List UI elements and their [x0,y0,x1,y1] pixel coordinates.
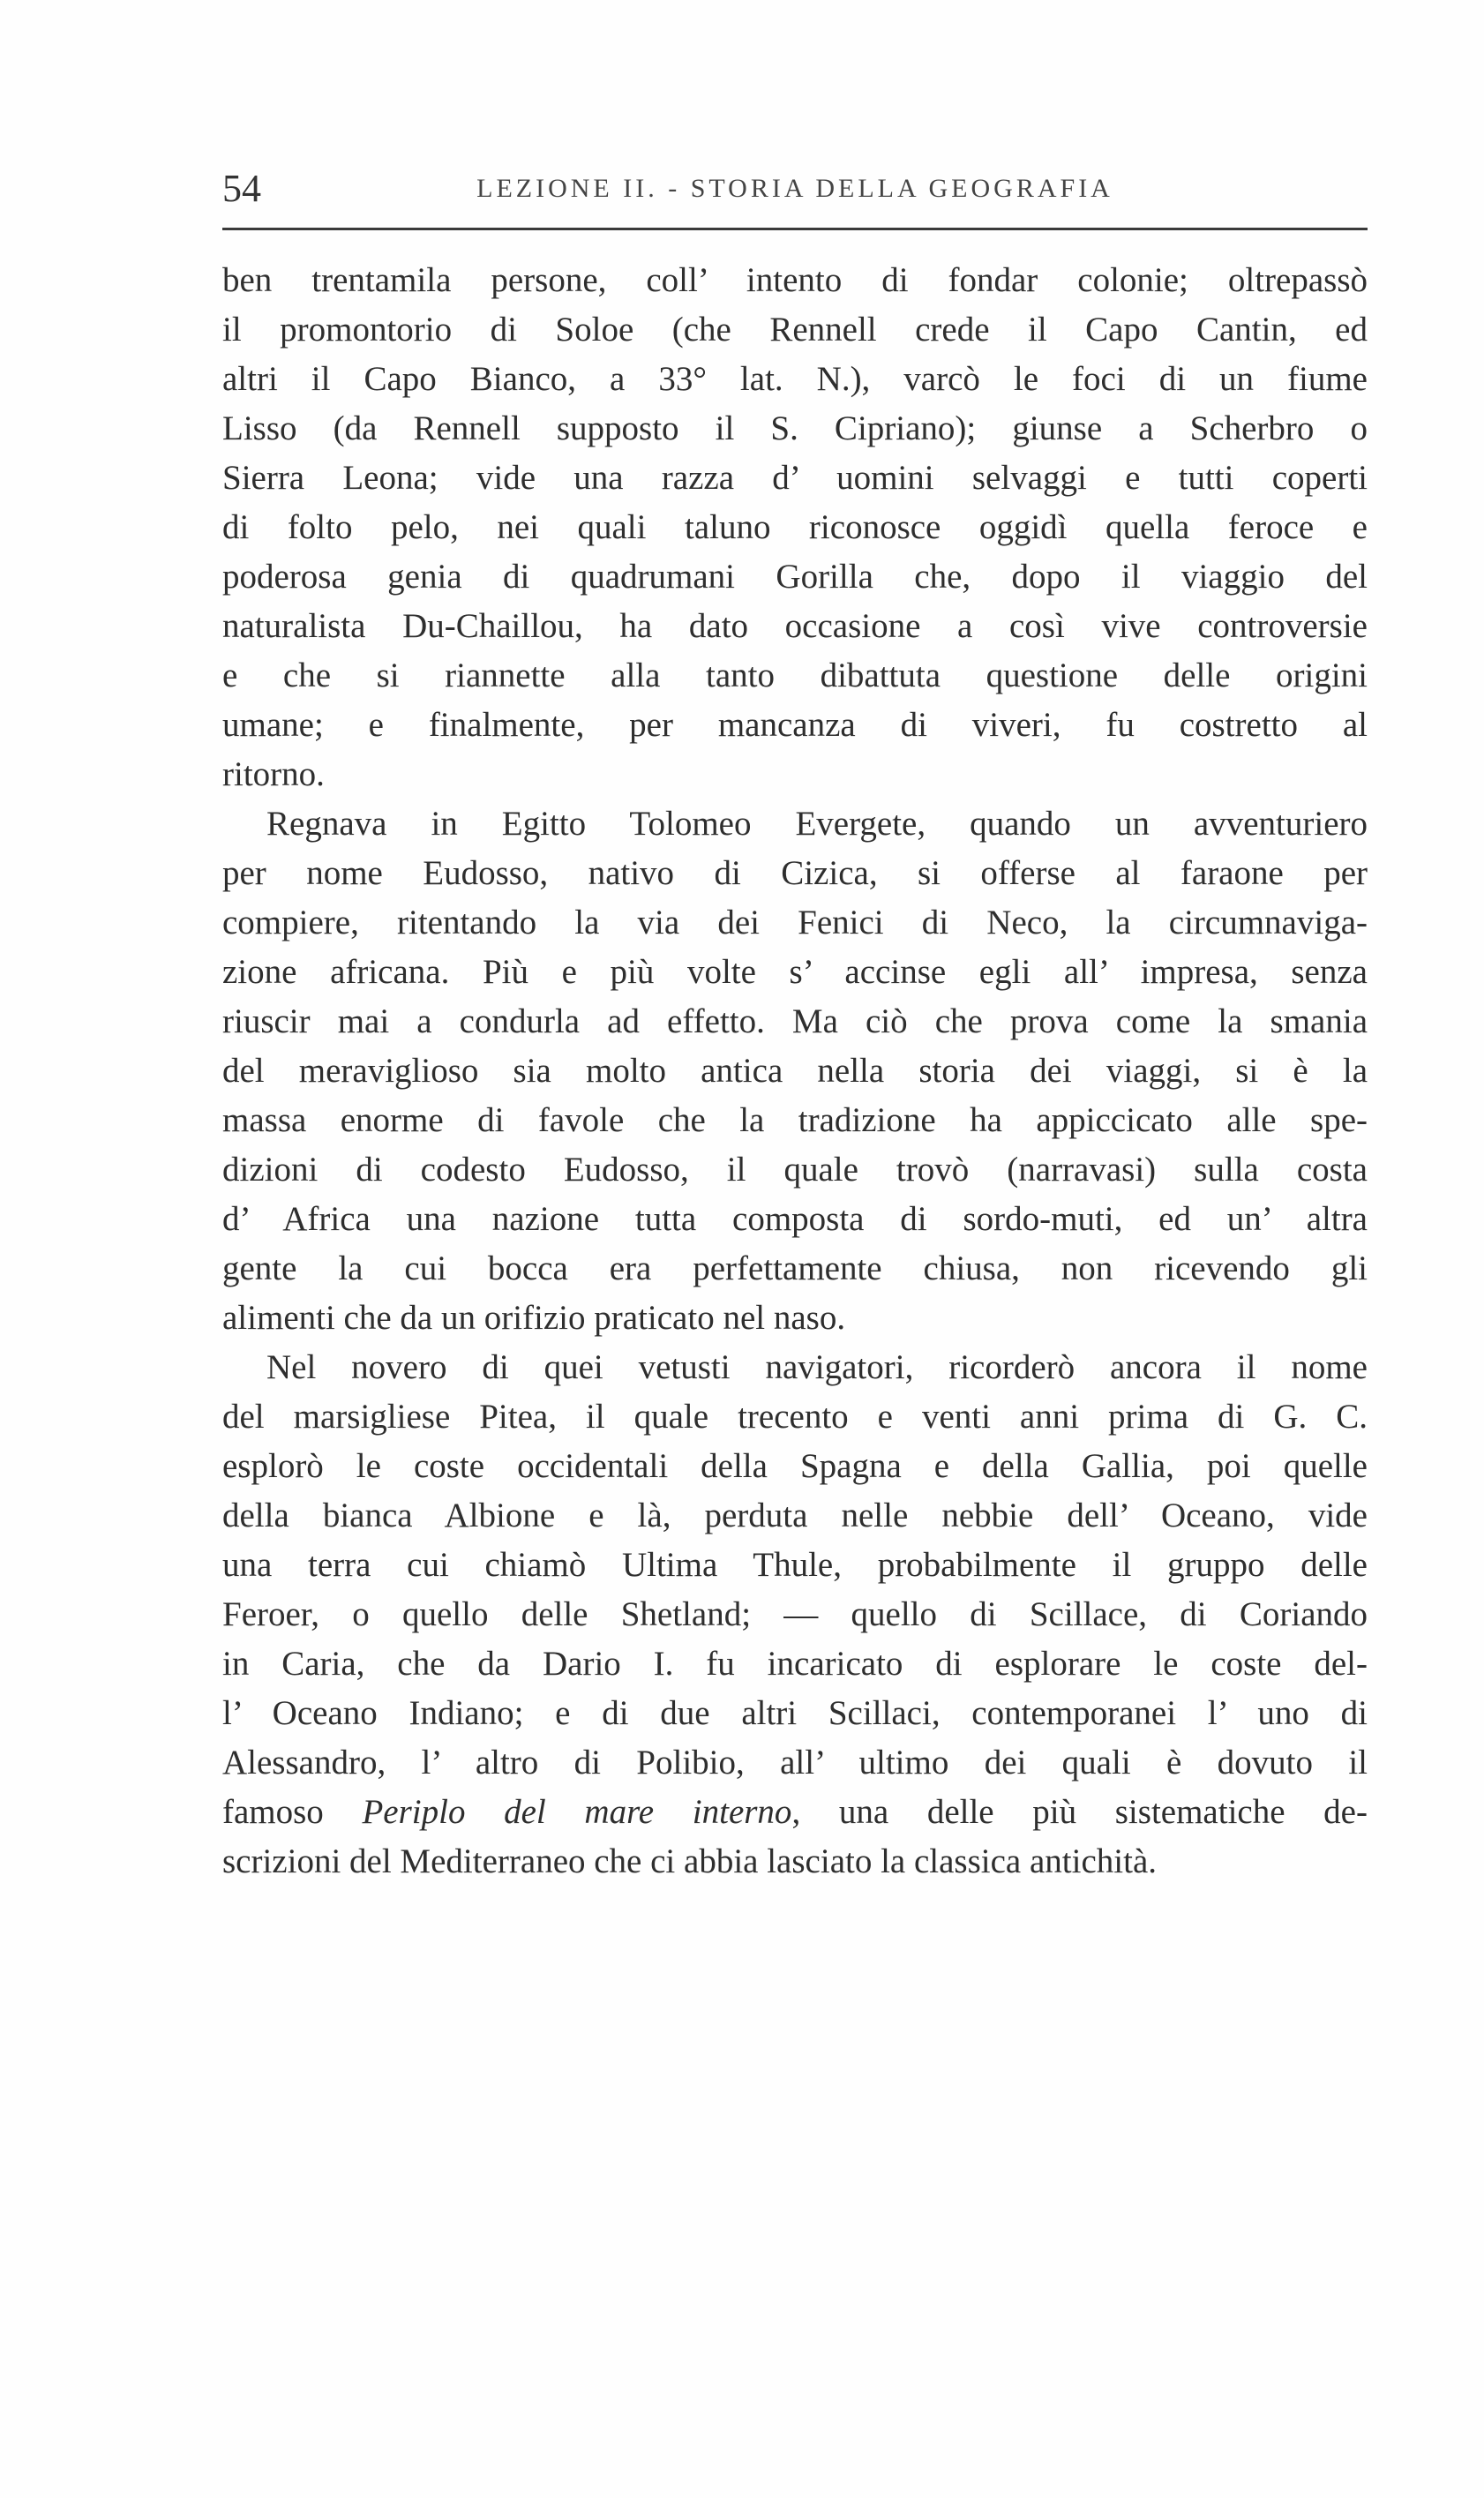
text-line: il promontorio di Soloe (che Rennell crede il Capo Cantin, ed [222,311,1368,349]
text-line: una terra cui chiamò Ultima Thule, probabilmente il gruppo delle [222,1546,1368,1584]
text-line: Alessandro, l’ altro di Polibio, all’ ultimo dei quali è dovuto il [222,1744,1368,1782]
paragraph-start-line: Regnava in Egitto Tolomeo Evergete, quando un avventuriero [266,805,1368,843]
text-line: massa enorme di favole che la tradizione ha appiccicato alle spe- [222,1101,1368,1139]
work-title-italic: Periplo del mare interno [362,1793,792,1831]
running-title: LEZIONE II. - STORIA DELLA GEOGRAFIA [476,174,1113,203]
text-line: poderosa genia di quadrumani Gorilla che, dopo il viaggio del [222,558,1368,596]
paragraph-start-line: Nel novero di quei vetusti navigatori, ricorderò ancora il nome [266,1348,1368,1386]
text-segment: famoso [222,1793,363,1831]
text-line: del meraviglioso sia molto antica nella storia dei viaggi, si è la [222,1052,1368,1090]
text-line: d’ Africa una nazione tutta composta di sordo-muti, ed un’ altra [222,1200,1368,1238]
paragraph-end-line: scrizioni del Mediterraneo che ci abbia lasciato la classica antichità. [222,1842,1158,1880]
paragraph-end-line: ritorno. [222,755,325,793]
text-segment: , una delle più sistematiche de- [791,1793,1368,1831]
text-line: di folto pelo, nei quali taluno riconosce oggidì quella feroce e [222,508,1368,546]
text-line: Sierra Leona; vide una razza d’ uomini selvaggi e tutti coperti [222,459,1368,497]
text-line: del marsigliese Pitea, il quale trecento e venti anni prima di G. C. [222,1398,1368,1436]
running-head [222,162,1368,215]
body-text [222,256,1368,1887]
text-line: in Caria, che da Dario I. fu incaricato di esplorare le coste del- [222,1645,1368,1683]
text-line: zione africana. Più e più volte s’ accinse egli all’ impresa, senza [222,953,1368,991]
text-line: esplorò le coste occidentali della Spagna e della Gallia, poi quelle [222,1447,1368,1485]
text-line: l’ Oceano Indiano; e di due altri Scillaci, contemporanei l’ uno di [222,1694,1368,1732]
text-line-with-title [222,1788,1368,1837]
text-line: Lisso (da Rennell supposto il S. Cipriano); giunse a Scherbro o [222,409,1368,447]
paragraph-end-line: alimenti che da un orifizio praticato nel naso. [222,1299,846,1337]
text-line: Feroer, o quello delle Shetland; — quello di Scillace, di Coriando [222,1595,1368,1633]
text-line: naturalista Du-Chaillou, ha dato occasione a così vive controversie [222,607,1368,645]
text-line: dizioni di codesto Eudosso, il quale trovò (narravasi) sulla costa [222,1151,1368,1189]
text-line: compiere, ritentando la via dei Fenici di Neco, la circumnaviga- [222,904,1368,941]
text-line: altri il Capo Bianco, a 33° lat. N.), varcò le foci di un fiume [222,360,1368,398]
text-line: riuscir mai a condurla ad effetto. Ma ciò che prova come la smania [222,1002,1368,1040]
text-line: ben trentamila persone, coll’ intento di fondar colonie; oltrepassò [222,261,1368,299]
page-number: 54 [222,167,261,210]
text-line: gente la cui bocca era perfettamente chiusa, non ricevendo gli [222,1249,1368,1287]
text-line: per nome Eudosso, nativo di Cizica, si offerse al faraone per [222,854,1368,892]
text-line: umane; e finalmente, per mancanza di viveri, fu costretto al [222,706,1368,744]
header-rule [222,228,1368,230]
text-line: e che si riannette alla tanto dibattuta questione delle origini [222,656,1368,694]
text-line: della bianca Albione e là, perduta nelle nebbie dell’ Oceano, vide [222,1497,1368,1534]
